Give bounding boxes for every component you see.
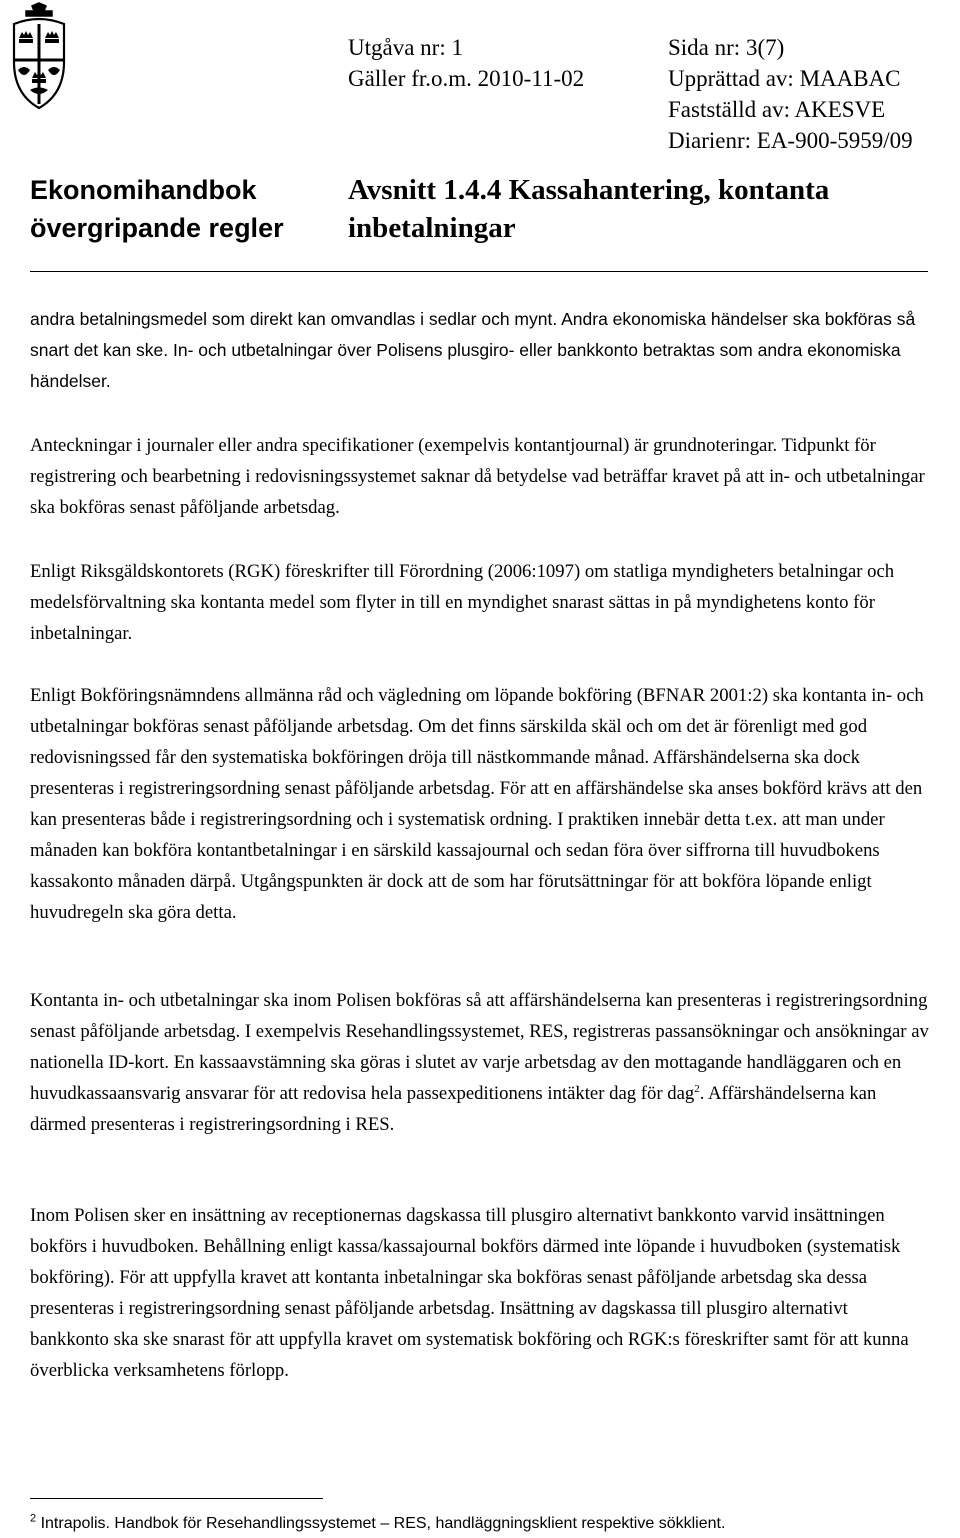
footnote-number: 2 bbox=[30, 1512, 37, 1525]
paragraph-5-text-b: . Affärshändelserna kan därmed presenteras i registreringsordning i RES. bbox=[30, 1083, 877, 1135]
document-title-line-2: övergripande regler bbox=[30, 213, 284, 243]
paragraph-6: Inom Polisen sker en insättning av receptionernas dagskassa till plusgiro alternativt bankkonto varvid insättningen bokförs i huvudboken. Behållning enligt kassa/kassajournal bokförs därmed inte löpande i huvudboken (systematisk bokföring). För att uppfylla kravet att kontanta inbetalningar ska bokföras senast påföljande arbetsdag ska dessa presenteras i registreringsordning senast påföljande arbetsdag. Insättning av dagskassa till plusgiro alternativt bankkonto ska ske snarast för att uppfylla kravet om systematisk bokföring och RGK:s föreskrifter samt för att kunna överblicka verksamhetens förlopp. bbox=[30, 1205, 909, 1381]
paragraph-1: andra betalningsmedel som direkt kan omvandlas i sedlar och mynt. Andra ekonomiska händelser ska bokföras så snart det kan ske. In- och utbetalningar över Polisens plusgiro- eller bankkonto betraktas som andra ekonomiska händelser. bbox=[30, 309, 916, 391]
page-number: Sida nr: 3(7) bbox=[668, 35, 785, 60]
created-by: Upprättad av: MAABAC bbox=[668, 66, 901, 91]
header-edition-block bbox=[348, 32, 584, 94]
paragraph-3: Enligt Riksgäldskontorets (RGK) föreskrifter till Förordning (2006:1097) om statliga myndigheters betalningar och medelsförvaltning ska kontanta medel som flyter in till en myndighet snarast sättas in på myndighetens konto för inbetalningar. bbox=[30, 561, 895, 644]
approved-by: Fastställd av: AKESVE bbox=[668, 97, 886, 122]
header-divider bbox=[30, 271, 928, 272]
document-title bbox=[30, 171, 284, 247]
header-meta-block bbox=[668, 32, 913, 156]
valid-from-date: Gäller fr.o.m. 2010-11-02 bbox=[348, 66, 585, 91]
edition-number: Utgåva nr: 1 bbox=[348, 35, 463, 60]
paragraph-5 bbox=[30, 985, 930, 1140]
coat-of-arms-logo bbox=[4, 2, 74, 112]
section-title-line-2: inbetalningar bbox=[348, 212, 516, 244]
section-title bbox=[348, 171, 829, 247]
footnote-text: Intrapolis. Handbok för Resehandlingssystemet – RES, handläggningsklient respektive sökklient. bbox=[40, 1515, 726, 1532]
footnote bbox=[30, 1513, 725, 1535]
section-title-line-1: Avsnitt 1.4.4 Kassahantering, kontanta bbox=[348, 174, 830, 206]
footnote-divider bbox=[30, 1498, 323, 1499]
paragraph-4: Enligt Bokföringsnämndens allmänna råd och vägledning om löpande bokföring (BFNAR 2001:2) ska kontanta in- och utbetalningar bokföras senast påföljande arbetsdag. Om det finns särskilda skäl och om det är förenligt med god redovisningssed får den systematiska bokföringen dröja till nästkommande månad. Affärshändelserna ska dock presenteras i registreringsordning senast påföljande arbetsdag. För att en affärshändelse ska anses bokförd krävs att den kan presenteras både i registreringsordning och i systematisk ordning. I praktiken innebär detta t.ex. att man under månaden kan bokföra kontantbetalningar i en särskild kassajournal och sedan föra över siffrorna till huvudbokens kassakonto månaden därpå. Utgångspunkten är dock att de som har förutsättningar för att bokföra löpande enligt huvudregeln ska göra detta. bbox=[30, 685, 924, 923]
registration-number: Diarienr: EA-900-5959/09 bbox=[668, 128, 913, 153]
footnote-reference: 2 bbox=[694, 1082, 700, 1095]
document-title-line-1: Ekonomihandbok bbox=[30, 175, 257, 205]
paragraph-5-text-a: Kontanta in- och utbetalningar ska inom Polisen bokföras så att affärshändelserna kan presenteras i registreringsordning senast påföljande arbetsdag. I exempelvis Resehandlingssystemet, RES, registreras passansökningar och ansökningar av nationella ID-kort. En kassaavstämning ska göras i slutet av varje arbetsdag av den mottagande handläggaren och en huvudkassaansvarig ansvarar för att redovisa hela passexpeditionens intäkter dag för dag bbox=[30, 990, 929, 1104]
paragraph-2: Anteckningar i journaler eller andra specifikationer (exempelvis kontantjournal) är grundnoteringar. Tidpunkt för registrering och bearbetning i redovisningssystemet saknar då betydelse vad beträffar kravet på att in- och utbetalningar ska bokföras senast påföljande arbetsdag. bbox=[30, 435, 925, 518]
